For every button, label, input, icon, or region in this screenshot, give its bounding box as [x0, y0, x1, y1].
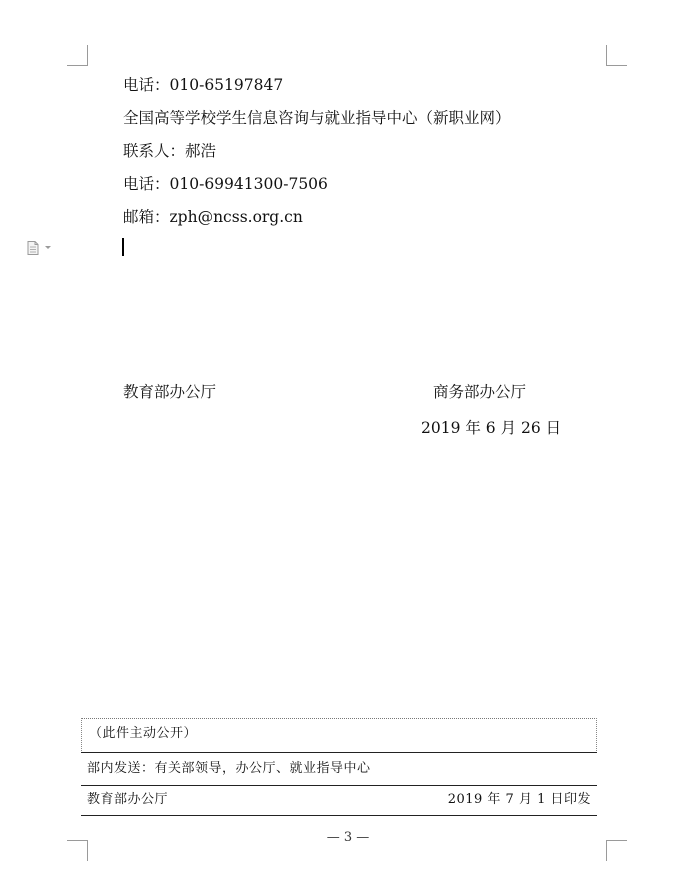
text-cursor[interactable] [122, 238, 124, 256]
issuing-office: 教育部办公厅 [87, 792, 169, 807]
signature-ministry-of-commerce: 商务部办公厅 [433, 383, 527, 401]
footer-bottom-rule [81, 815, 597, 816]
footer-left-rule [81, 718, 82, 753]
disclosure-note: （此件主动公开） [89, 726, 198, 741]
footer-right-rule [596, 718, 597, 753]
footer-rule-2 [81, 785, 597, 786]
contact-email: 邮箱：zph@ncss.org.cn [123, 208, 303, 226]
signature-date: 2019 年 6 月 26 日 [421, 419, 562, 437]
internal-distribution: 部内发送：有关部领导，办公厅、就业指导中心 [87, 761, 371, 776]
contact-phone-2: 电话：010-69941300-7506 [123, 175, 328, 193]
footer-top-rule [81, 718, 597, 719]
signature-ministry-of-education: 教育部办公厅 [123, 383, 217, 401]
distribution-footer [81, 718, 597, 816]
contact-phone-1: 电话：010-65197847 [123, 76, 284, 94]
footer-rule-1 [81, 752, 597, 753]
issue-date: 2019 年 7 月 1 日印发 [447, 792, 591, 807]
page-corner-mark-top-left [67, 45, 88, 66]
page-number: — 3 — [326, 830, 370, 845]
paste-options-icon[interactable] [27, 240, 55, 254]
page-corner-mark-top-right [606, 45, 627, 66]
contact-person: 联系人：郝浩 [123, 142, 217, 160]
contact-organization: 全国高等学校学生信息咨询与就业指导中心（新职业网） [123, 109, 511, 127]
